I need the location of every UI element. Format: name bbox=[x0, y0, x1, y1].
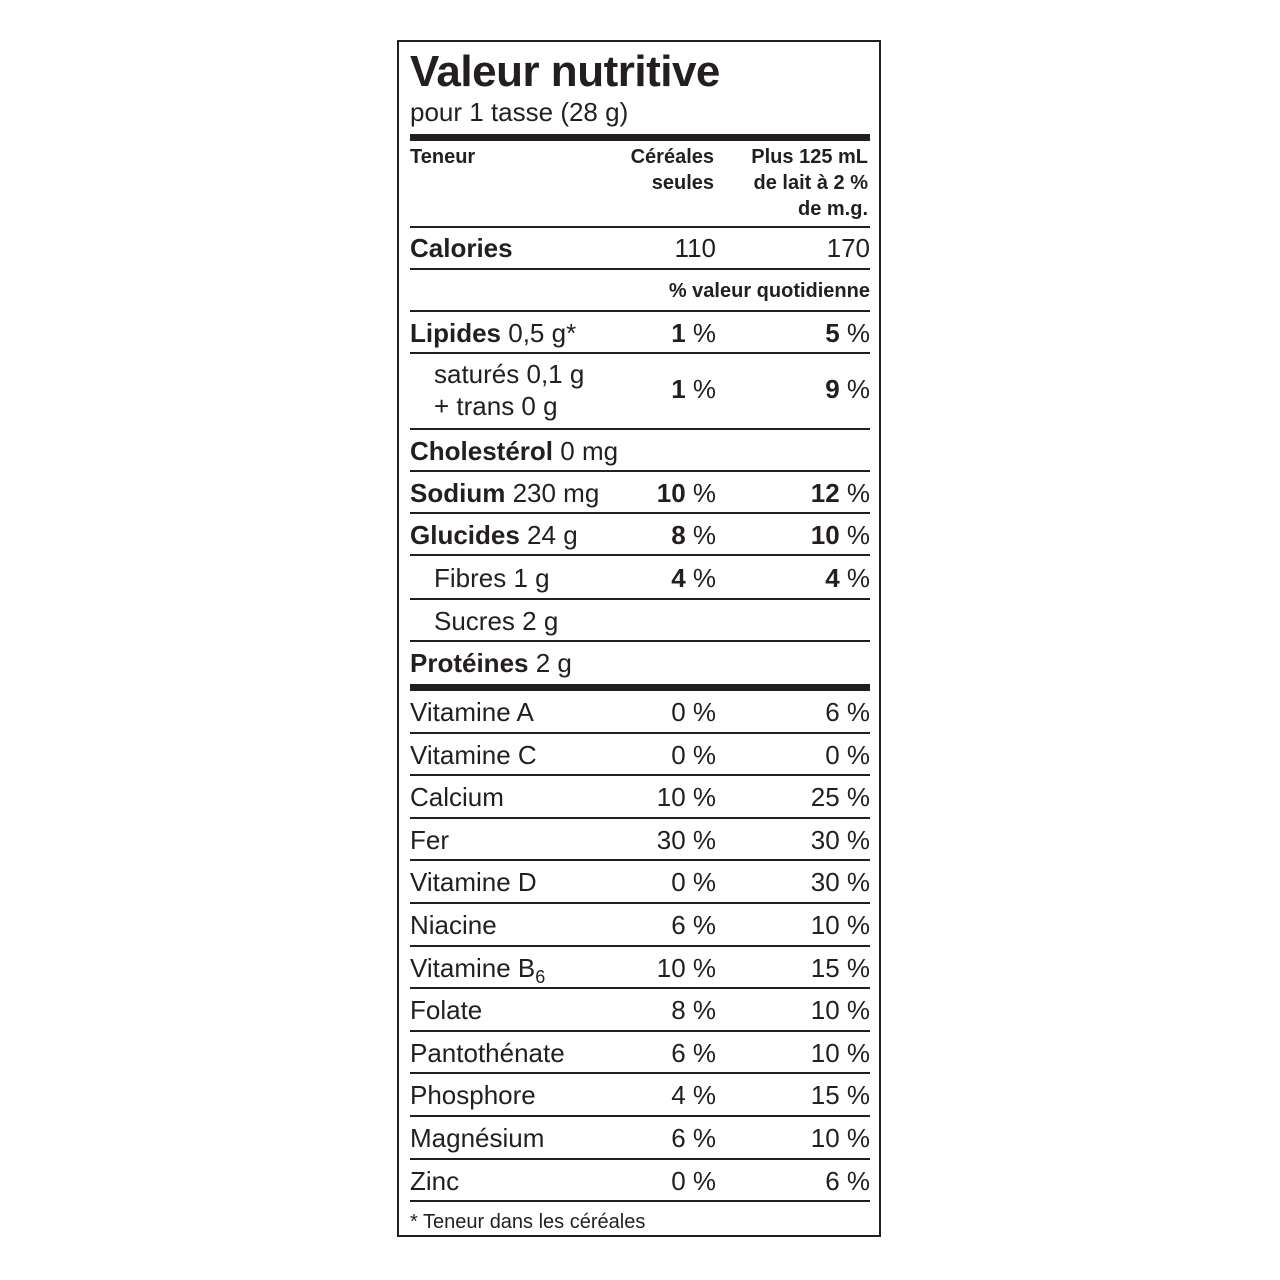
vitamin-row bbox=[410, 861, 870, 904]
nutrient-line1: saturés 0,1 g bbox=[434, 359, 585, 389]
dv-unit: % bbox=[685, 374, 716, 404]
nutrient-name: Glucides bbox=[410, 520, 520, 550]
vitamin-name: Niacine bbox=[410, 910, 497, 940]
header-col2-line3: de m.g. bbox=[797, 198, 868, 220]
vitamin-name: Magnésium bbox=[410, 1123, 545, 1153]
dv-header-row bbox=[410, 270, 870, 312]
vitamin-col2: 15 % bbox=[810, 1080, 870, 1111]
dv-value: 8 bbox=[671, 520, 686, 550]
vitamin-col2: 6 % bbox=[825, 1165, 870, 1196]
vitamin-col1: 6 % bbox=[671, 1037, 716, 1068]
vitamin-name: Vitamine B bbox=[410, 952, 536, 983]
nutrient-amount: 230 mg bbox=[505, 478, 600, 508]
calories-row bbox=[410, 226, 870, 270]
nutrient-col2 bbox=[811, 472, 870, 514]
dv-header: % valeur quotidienne bbox=[668, 280, 870, 302]
vitamin-name: Pantothénate bbox=[410, 1037, 565, 1068]
nutrient-amount: 2 g bbox=[528, 648, 572, 678]
nutrient-col1 bbox=[671, 354, 716, 424]
vitamin-row bbox=[410, 1160, 870, 1203]
nutrient-col1 bbox=[671, 514, 716, 556]
thick-rule-vitamins bbox=[410, 684, 870, 691]
dv-value: 12 bbox=[810, 478, 840, 508]
nutrient-line2: + trans 0 g bbox=[434, 391, 558, 421]
vitamin-col1: 0 % bbox=[671, 1165, 716, 1196]
vitamin-col1: 0 % bbox=[671, 739, 716, 770]
nutrient-col1 bbox=[671, 312, 716, 354]
vitamin-row bbox=[410, 947, 870, 990]
vitamin-row bbox=[410, 1117, 870, 1160]
dv-unit: % bbox=[839, 318, 870, 348]
nutrient-col1 bbox=[671, 556, 716, 600]
vitamin-col1: 30 % bbox=[656, 824, 716, 855]
nutrient-row-lipides bbox=[410, 312, 870, 354]
vitamin-col1: 4 % bbox=[671, 1080, 716, 1111]
nutrient-row-satures bbox=[410, 354, 870, 430]
vitamin-col1: 10 % bbox=[656, 952, 716, 983]
vitamin-col2: 15 % bbox=[810, 952, 870, 983]
nutrient-label bbox=[410, 642, 572, 684]
header-col2-line1: Plus 125 mL bbox=[751, 146, 868, 168]
nutrient-amount: 0 mg bbox=[553, 436, 619, 466]
nutrient-name: Cholestérol bbox=[410, 436, 554, 466]
vitamin-name: Fer bbox=[410, 824, 449, 855]
row-separator bbox=[410, 1200, 870, 1202]
vitamin-name-with-sub bbox=[410, 947, 545, 993]
dv-value: 4 bbox=[825, 563, 840, 593]
nutrient-col2 bbox=[811, 514, 870, 556]
vitamin-row bbox=[410, 819, 870, 862]
calories-col2: 170 bbox=[826, 233, 870, 263]
header-content: Teneur bbox=[410, 146, 476, 168]
nutrient-name: Protéines bbox=[410, 648, 529, 678]
nutrient-amount: 0,5 g* bbox=[501, 318, 577, 348]
vitamin-name: Phosphore bbox=[410, 1080, 536, 1111]
header-col2-line2: de lait à 2 % bbox=[753, 172, 868, 194]
nutrient-amount: 24 g bbox=[519, 520, 578, 550]
vitamin-row bbox=[410, 1074, 870, 1117]
footnote: * Teneur dans les céréales bbox=[410, 1211, 646, 1233]
nutrient-label: Sucres 2 g bbox=[434, 606, 559, 636]
dv-unit: % bbox=[685, 318, 716, 348]
vitamin-col2: 0 % bbox=[825, 739, 870, 770]
vitamin-col2: 25 % bbox=[810, 782, 870, 813]
vitamin-name: Vitamine D bbox=[410, 867, 537, 898]
vitamin-col1: 6 % bbox=[671, 1123, 716, 1153]
dv-value: 10 bbox=[656, 478, 686, 508]
vitamin-col2: 30 % bbox=[810, 867, 870, 898]
nutrient-row-glucides bbox=[410, 514, 870, 556]
vitamin-name: Vitamine C bbox=[410, 739, 537, 770]
vitamin-col2: 10 % bbox=[810, 1037, 870, 1068]
vitamin-subscript: 6 bbox=[535, 966, 546, 987]
vitamin-col1: 8 % bbox=[671, 995, 716, 1026]
dv-value: 5 bbox=[825, 318, 840, 348]
nutrient-row-cholesterol bbox=[410, 430, 870, 472]
nutrient-label bbox=[434, 358, 584, 422]
dv-value: 4 bbox=[671, 563, 686, 593]
header-col1-line2: seules bbox=[651, 172, 714, 194]
dv-unit: % bbox=[685, 478, 716, 508]
header-col1-line1: Céréales bbox=[630, 146, 714, 168]
nutrient-name: Lipides bbox=[410, 318, 502, 348]
vitamin-row bbox=[410, 734, 870, 777]
nutrient-label bbox=[410, 472, 599, 514]
nutrition-facts-panel bbox=[397, 40, 881, 1237]
nutrient-row-sodium bbox=[410, 472, 870, 514]
dv-unit: % bbox=[685, 520, 716, 550]
vitamin-col2: 10 % bbox=[810, 995, 870, 1026]
nutrient-name: Sodium bbox=[410, 478, 506, 508]
header-col1 bbox=[631, 144, 714, 196]
vitamin-name: Zinc bbox=[410, 1165, 460, 1196]
dv-value: 9 bbox=[825, 374, 840, 404]
thick-rule-top bbox=[410, 134, 870, 141]
dv-unit: % bbox=[685, 563, 716, 593]
nutrient-row-fibres bbox=[410, 556, 870, 600]
vitamin-row bbox=[410, 904, 870, 947]
nutrient-row-sucres bbox=[410, 600, 870, 642]
dv-value: 1 bbox=[671, 318, 686, 348]
vitamin-col2: 10 % bbox=[810, 910, 870, 940]
vitamin-name: Folate bbox=[410, 995, 483, 1026]
nutrient-label bbox=[410, 514, 578, 556]
vitamin-row bbox=[410, 691, 870, 734]
dv-unit: % bbox=[839, 374, 870, 404]
serving-size: pour 1 tasse (28 g) bbox=[410, 97, 629, 127]
dv-unit: % bbox=[839, 478, 870, 508]
label-title: Valeur nutritive bbox=[410, 47, 720, 96]
nutrient-label: Fibres 1 g bbox=[434, 563, 550, 593]
vitamin-col1: 0 % bbox=[671, 697, 716, 727]
calories-label: Calories bbox=[410, 233, 513, 263]
header-col2 bbox=[751, 144, 868, 222]
vitamin-name: Calcium bbox=[410, 782, 504, 813]
vitamin-row bbox=[410, 1032, 870, 1075]
vitamin-row bbox=[410, 989, 870, 1032]
vitamin-col2: 30 % bbox=[810, 824, 870, 855]
nutrient-col2 bbox=[825, 312, 870, 354]
calories-col1: 110 bbox=[674, 233, 716, 263]
vitamin-col1: 10 % bbox=[656, 782, 716, 813]
vitamin-col2: 10 % bbox=[810, 1123, 870, 1153]
dv-value: 10 bbox=[810, 520, 840, 550]
vitamin-col2: 6 % bbox=[825, 697, 870, 727]
nutrient-col2 bbox=[825, 354, 870, 424]
nutrient-col1 bbox=[657, 472, 716, 514]
vitamin-col1: 0 % bbox=[671, 867, 716, 898]
nutrient-label bbox=[410, 430, 618, 472]
vitamin-row bbox=[410, 776, 870, 819]
vitamin-name: Vitamine A bbox=[410, 697, 534, 727]
vitamin-col1: 6 % bbox=[671, 910, 716, 940]
nutrient-col2 bbox=[825, 556, 870, 600]
nutrient-row-proteines bbox=[410, 642, 870, 684]
dv-unit: % bbox=[839, 563, 870, 593]
dv-unit: % bbox=[839, 520, 870, 550]
dv-value: 1 bbox=[671, 374, 686, 404]
nutrient-label bbox=[410, 312, 576, 354]
